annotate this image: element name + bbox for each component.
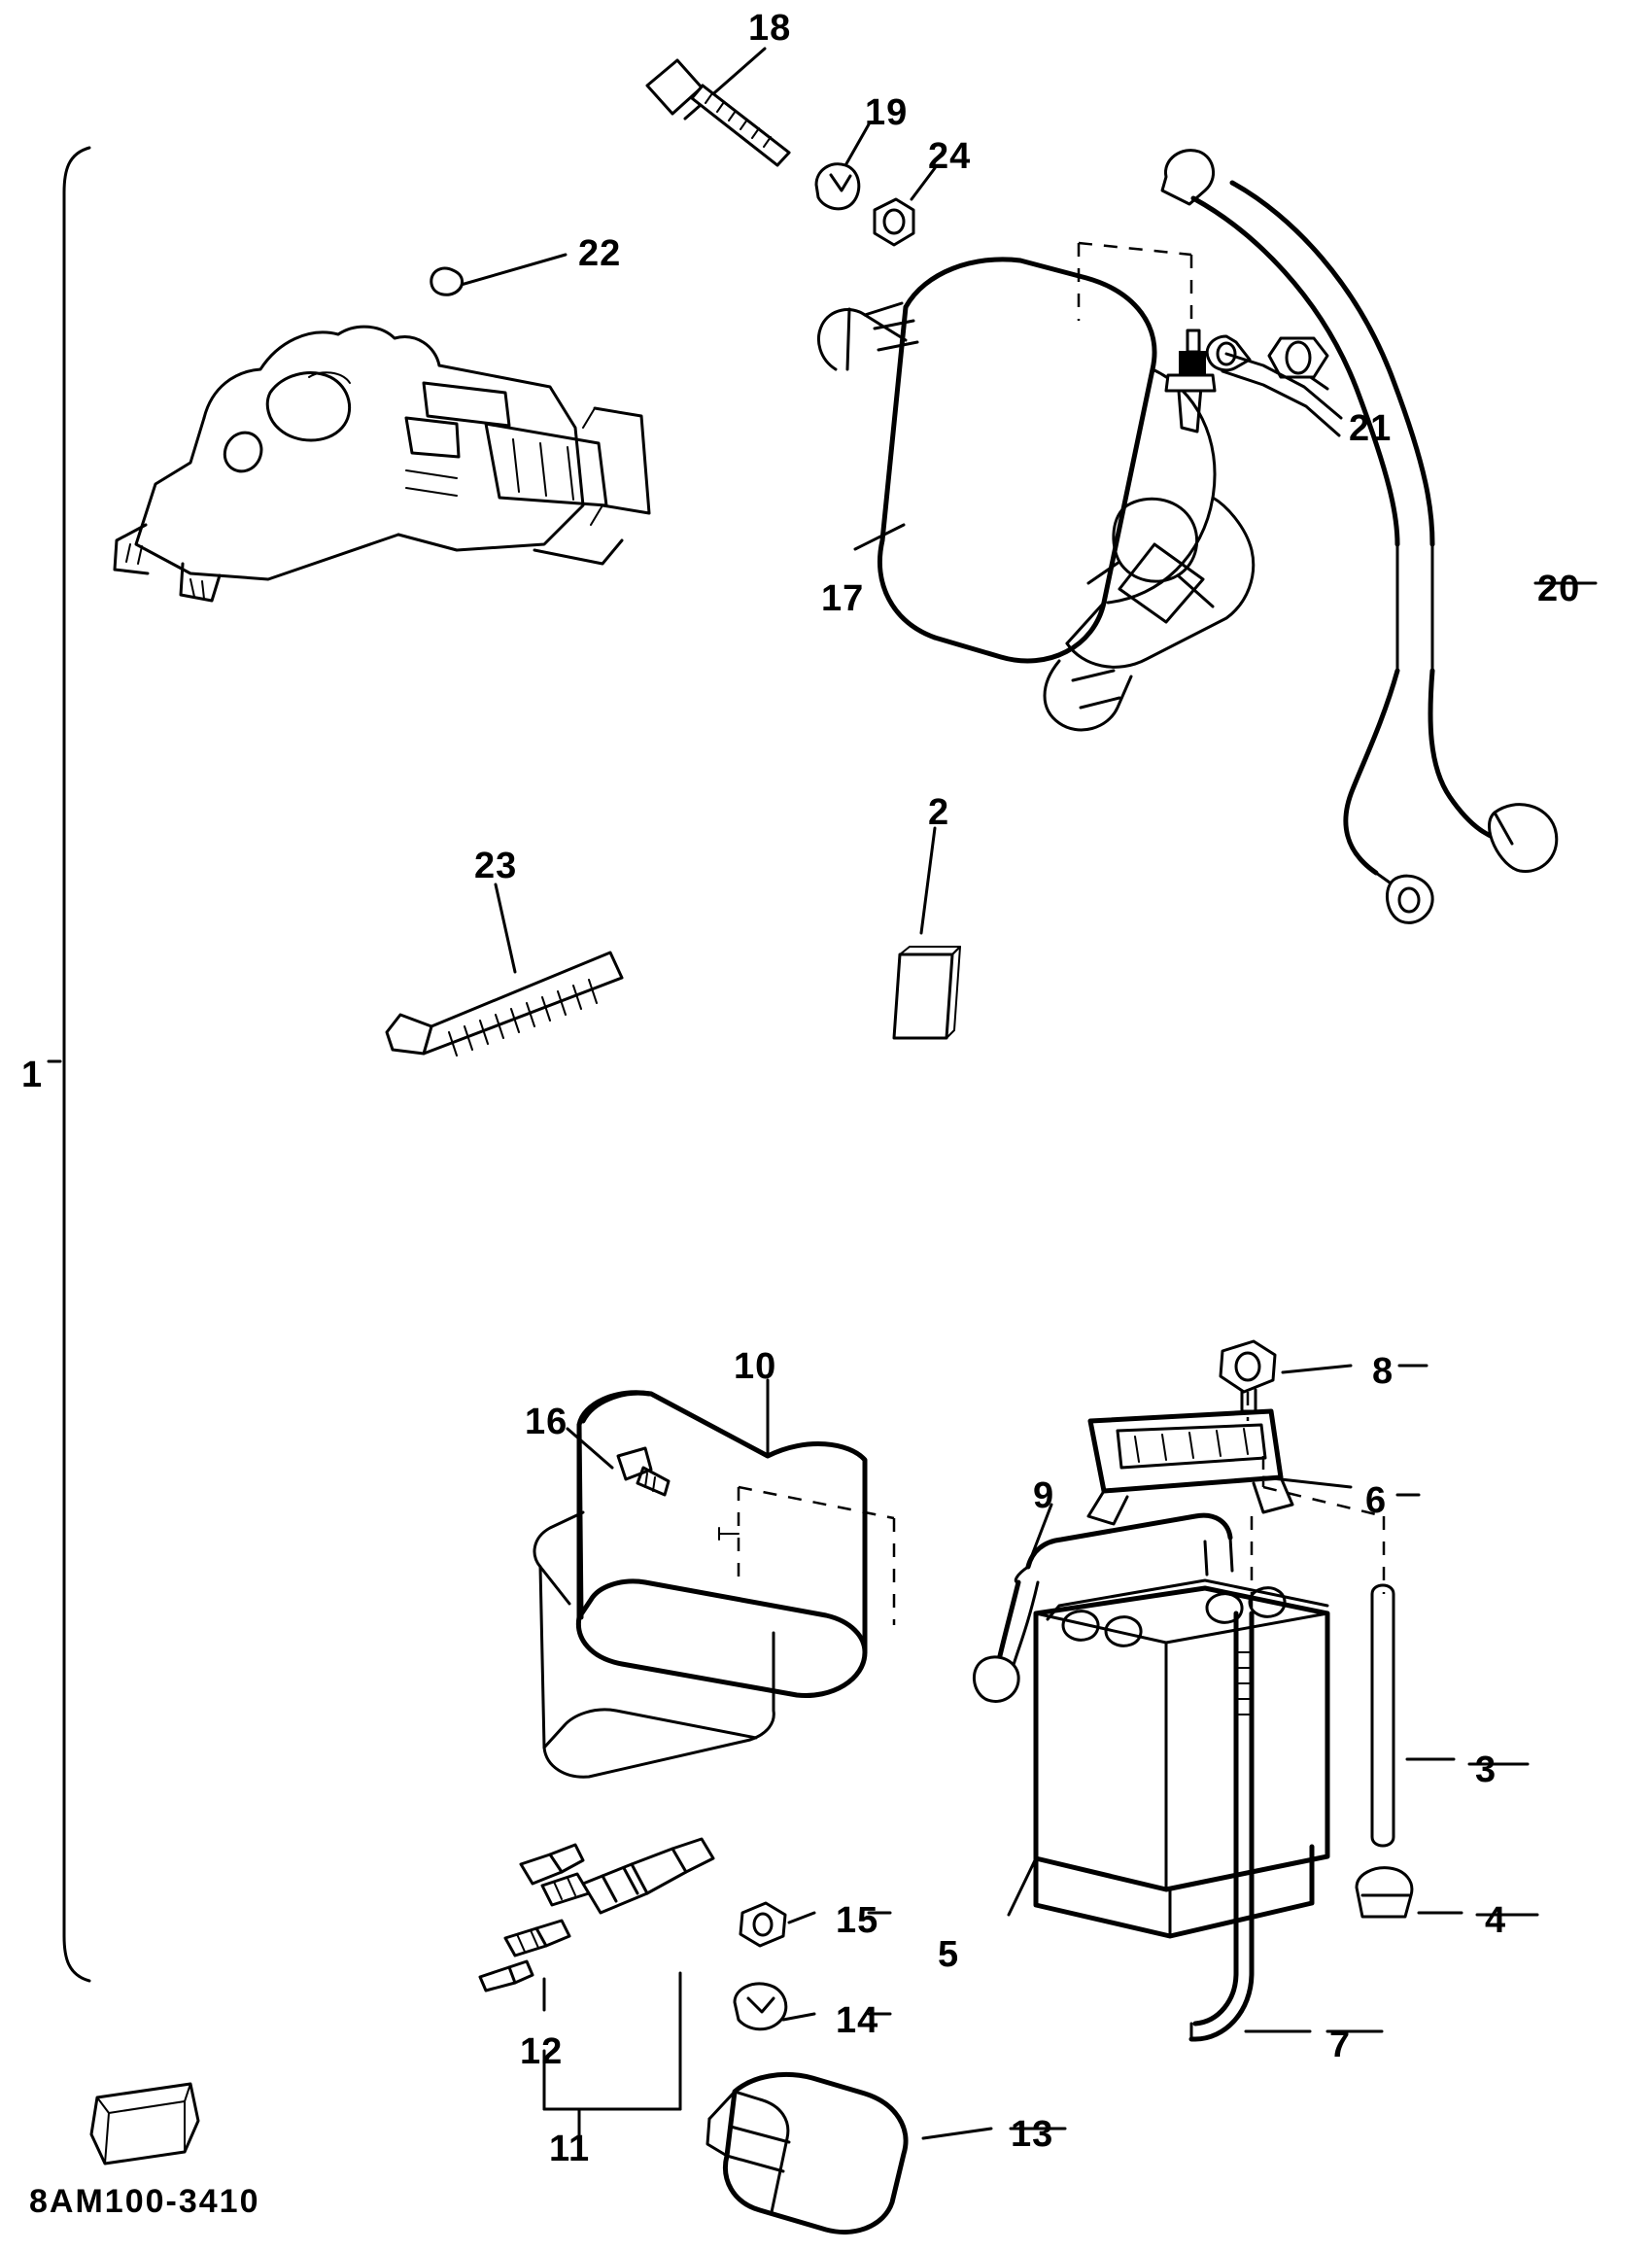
callout-5: 5 [938,1934,960,1975]
callout-4: 4 [1485,1900,1507,1941]
nut-15 [740,1903,814,1946]
battery-bracket-6 [1088,1392,1351,1594]
callout-13: 13 [1011,2114,1054,2155]
callout-16: 16 [525,1402,568,1442]
callout-15: 15 [836,1900,879,1941]
callout-17: 17 [821,578,865,619]
callout-22: 22 [578,233,622,274]
callout-20: 20 [1537,569,1581,609]
battery-strap-7 [1191,1613,1310,2039]
clip-22 [431,255,566,294]
group-bracket-1 [49,148,89,1981]
callout-21: 21 [1349,408,1393,449]
callout-8: 8 [1372,1351,1394,1392]
starter-cable-20 [1162,151,1557,923]
battery-5 [1009,1580,1327,1936]
engine-cover-assembly-17-region [115,327,649,601]
callout-7: 7 [1329,2025,1352,2065]
washer-14 [735,1984,814,2029]
callout-23: 23 [474,846,518,886]
callout-6: 6 [1365,1480,1388,1521]
callout-12: 12 [520,2031,564,2072]
callout-11: 11 [549,2129,591,2169]
starter-motor-17 [818,243,1327,730]
nut-24 [875,168,935,245]
callout-2: 2 [928,792,950,833]
callout-24: 24 [928,136,972,177]
screw-16 [568,1429,669,1495]
rod-3 [1263,1456,1454,1846]
callout-14: 14 [836,2000,879,2041]
bolt-8 [1221,1341,1351,1411]
callout-3: 3 [1475,1750,1497,1790]
callout-9: 9 [1033,1475,1055,1516]
bolt-18 [647,49,789,165]
relay-13 [707,2074,991,2232]
plate-2 [894,828,960,1038]
callout-18: 18 [748,8,792,49]
washer-19 [816,124,869,209]
callout-19: 19 [865,92,909,133]
cable-tie-23 [387,884,622,1056]
logo-mark [91,2084,198,2164]
part-number: 8AM100-3410 [29,2183,260,2220]
spark-plug-11 [480,1839,713,2148]
callout-10: 10 [734,1346,777,1387]
callout-1: 1 [21,1055,44,1095]
battery-cover-10 [534,1380,894,1777]
cap-4 [1357,1868,1462,1917]
